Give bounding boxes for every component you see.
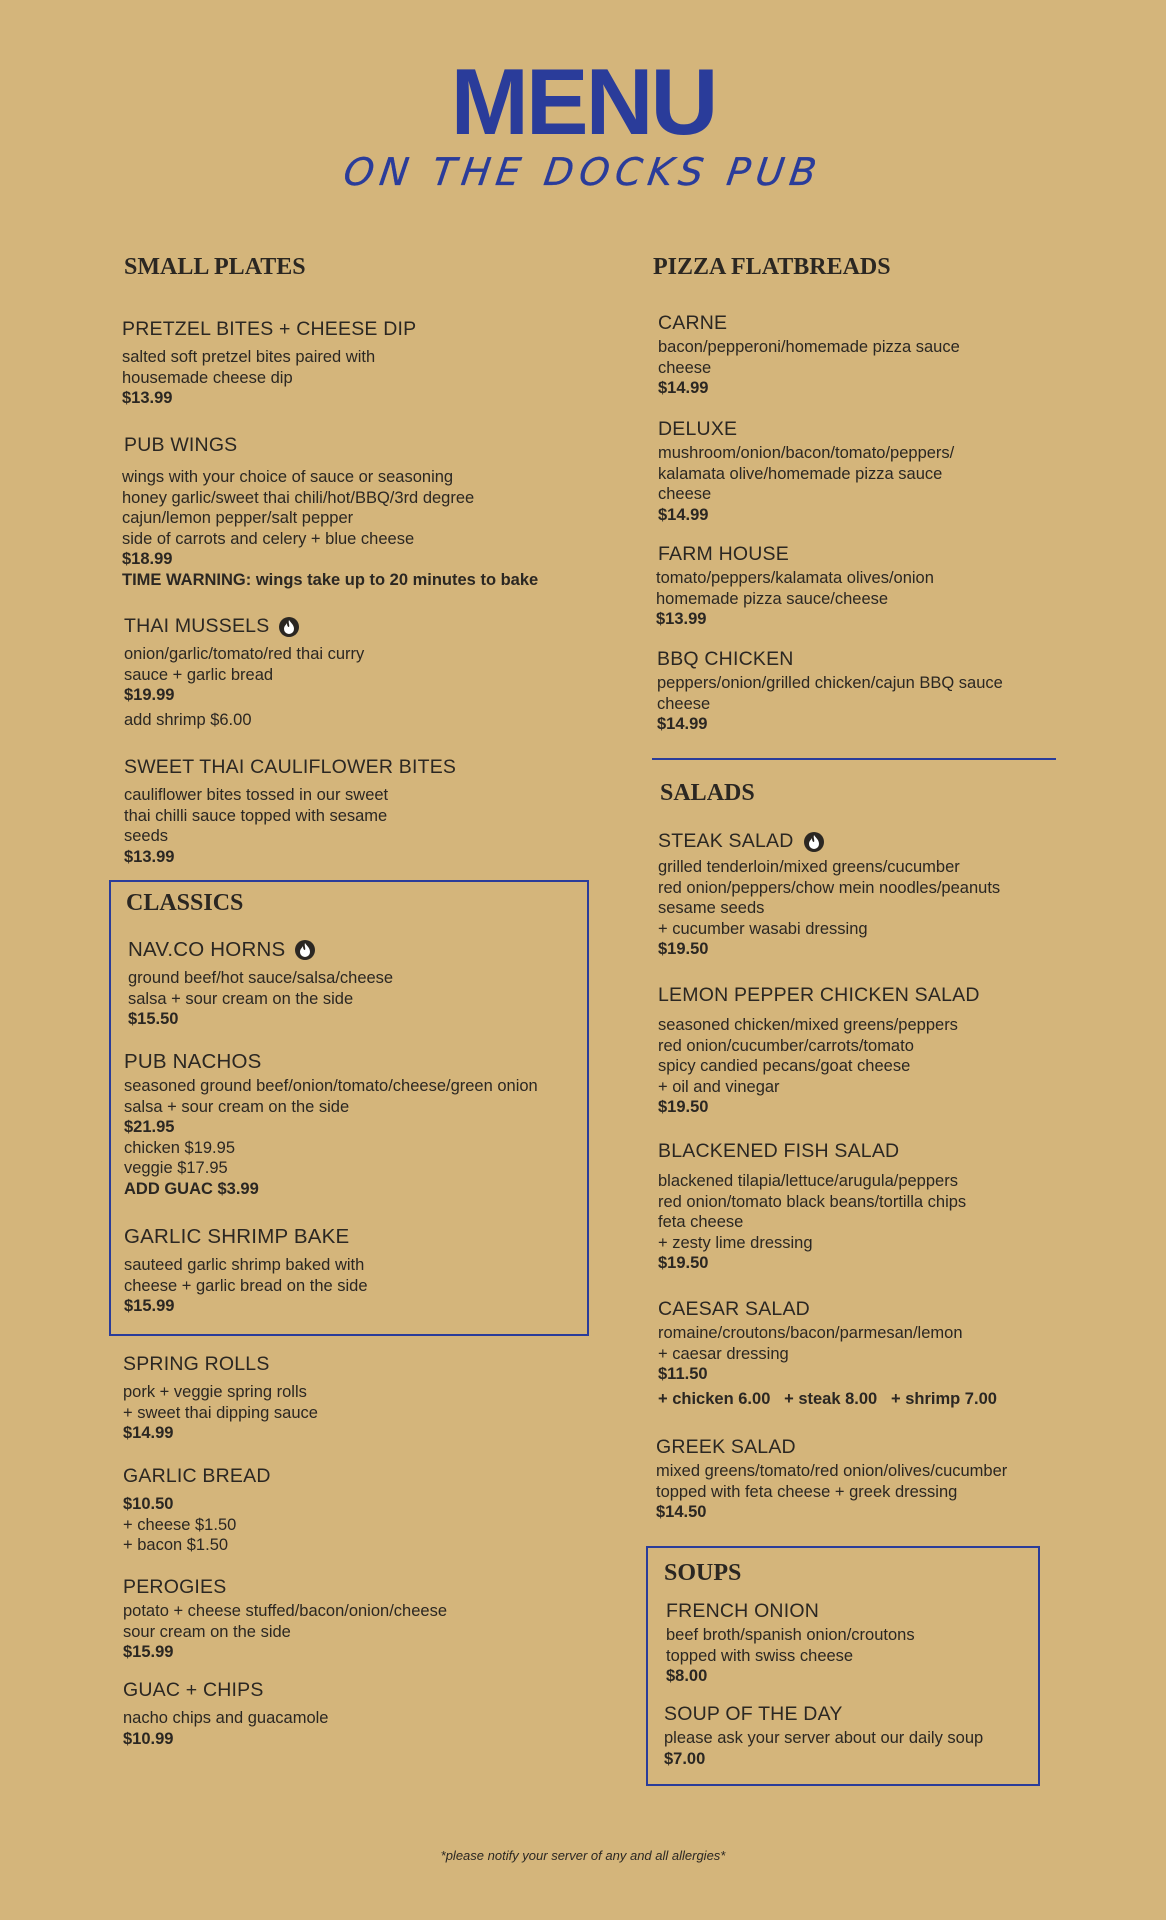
item-desc: honey garlic/sweet thai chili/hot/BBQ/3rd degree: [122, 488, 475, 507]
pub-name: ON THE DOCKS PUB: [340, 150, 826, 194]
item-desc: + caesar dressing: [658, 1344, 789, 1363]
item-desc: bacon/pepperoni/homemade pizza sauce: [658, 338, 960, 356]
item-price: $19.50: [658, 1254, 709, 1272]
item-name: SOUP OF THE DAY: [664, 1703, 843, 1725]
item-price: $14.99: [657, 715, 708, 733]
menu-item-shrimp-bake: [124, 1225, 368, 1317]
item-extra: + cheese $1.50: [123, 1515, 237, 1534]
item-desc: seeds: [124, 827, 169, 845]
item-extra: veggie $17.95: [124, 1159, 228, 1177]
item-desc: wings with your choice of sauce or seasoning: [122, 468, 454, 486]
item-desc: salsa + sour cream on the side: [124, 1097, 350, 1116]
item-addon: ADD GUAC $3.99: [124, 1179, 259, 1198]
item-price: $7.00: [664, 1749, 706, 1768]
fire-icon: [295, 940, 315, 960]
item-desc: thai chilli sauce topped with sesame: [124, 806, 388, 825]
item-name: PEROGIES: [123, 1576, 227, 1598]
item-desc: grilled tenderloin/mixed greens/cucumber: [658, 858, 960, 876]
menu-item-horns: [128, 938, 393, 1030]
item-desc: spicy candied pecans/goat cheese: [658, 1057, 911, 1075]
item-desc: seasoned ground beef/onion/tomato/cheese/green onion: [124, 1077, 538, 1095]
menu-item-spring-rolls: [123, 1353, 318, 1444]
item-name: GUAC + CHIPS: [123, 1679, 264, 1701]
item-price: $15.50: [128, 1010, 179, 1028]
item-name: BBQ CHICKEN: [657, 648, 794, 670]
item-price: $21.95: [124, 1118, 175, 1136]
item-desc: nacho chips and guacamole: [123, 1709, 329, 1727]
item-desc: potato + cheese stuffed/bacon/onion/cheese: [123, 1602, 447, 1620]
section-salads: SALADS: [660, 780, 755, 806]
menu-item-bbq-chicken: [657, 648, 1003, 735]
item-note: TIME WARNING: wings take up to 20 minutes to bake: [122, 570, 539, 589]
fire-icon: [804, 832, 824, 852]
item-desc: cheese: [657, 694, 711, 713]
item-desc: mixed greens/tomato/red onion/olives/cucumber: [656, 1462, 1008, 1480]
item-price: $14.99: [658, 505, 709, 524]
item-desc: housemade cheese dip: [122, 368, 293, 387]
item-price: $10.50: [123, 1495, 174, 1513]
menu-item-caesar: [658, 1298, 997, 1409]
item-addons: + chicken 6.00 + steak 8.00 + shrimp 7.00: [658, 1389, 997, 1408]
item-name: CAESAR SALAD: [658, 1298, 810, 1320]
item-desc: red onion/cucumber/carrots/tomato: [658, 1036, 914, 1055]
item-name: NAV.CO HORNS: [128, 938, 286, 961]
item-name: GARLIC BREAD: [123, 1465, 271, 1487]
item-name: PRETZEL BITES + CHEESE DIP: [122, 318, 417, 340]
menu-item-french-onion: [666, 1600, 915, 1687]
menu-item-soup-of-the-day: [664, 1703, 983, 1769]
item-desc: kalamata olive/homemade pizza sauce: [658, 464, 943, 483]
item-name: GARLIC SHRIMP BAKE: [124, 1225, 350, 1248]
item-name: FRENCH ONION: [666, 1600, 819, 1622]
item-desc: pork + veggie spring rolls: [123, 1383, 307, 1401]
item-desc: cajun/lemon pepper/salt pepper: [122, 509, 354, 527]
menu-item-steak-salad: [658, 830, 1000, 960]
menu-item-nachos: [124, 1050, 538, 1199]
item-desc: romaine/croutons/bacon/parmesan/lemon: [658, 1324, 963, 1342]
item-desc: sesame seeds: [658, 899, 765, 917]
item-desc: ground beef/hot sauce/salsa/cheese: [128, 969, 394, 987]
item-desc: + zesty lime dressing: [658, 1233, 813, 1252]
item-name: PUB NACHOS: [124, 1050, 262, 1073]
item-price: $18.99: [122, 550, 173, 568]
item-desc: sauteed garlic shrimp baked with: [124, 1256, 365, 1274]
item-price: $19.50: [658, 940, 709, 958]
item-price: $14.50: [656, 1503, 707, 1521]
item-price: $10.99: [123, 1729, 174, 1748]
section-divider: [652, 758, 1056, 760]
item-name: SWEET THAI CAULIFLOWER BITES: [124, 756, 457, 778]
item-desc: tomato/peppers/kalamata olives/onion: [656, 569, 934, 587]
item-desc: peppers/onion/grilled chicken/cajun BBQ sauce: [657, 674, 1003, 692]
item-name: LEMON PEPPER CHICKEN SALAD: [658, 984, 980, 1006]
fire-icon: [279, 617, 299, 637]
section-classics: CLASSICS: [126, 890, 244, 916]
menu-item-lemon-salad: [658, 984, 980, 1118]
item-extra: + bacon $1.50: [123, 1536, 229, 1554]
menu-item-cauliflower: [124, 756, 456, 867]
item-desc: side of carrots and celery + blue cheese: [122, 529, 415, 548]
menu-item-garlic-bread: [123, 1465, 271, 1556]
item-desc: red onion/tomato black beans/tortilla chips: [658, 1192, 967, 1211]
item-desc: cheese: [658, 358, 712, 377]
item-desc: please ask your server about our daily soup: [664, 1729, 984, 1747]
menu-item-farm-house: [656, 543, 934, 630]
item-price: $14.99: [658, 379, 709, 397]
section-small-plates: SMALL PLATES: [124, 254, 306, 280]
item-desc: cheese: [658, 485, 712, 503]
menu-item-guac-chips: [123, 1679, 328, 1749]
item-price: $8.00: [666, 1667, 708, 1685]
item-price: $13.99: [122, 389, 173, 407]
item-extra: add shrimp $6.00: [124, 710, 252, 729]
item-desc: + sweet thai dipping sauce: [123, 1403, 318, 1422]
item-desc: cauliflower bites tossed in our sweet: [124, 786, 389, 804]
item-desc: beef broth/spanish onion/croutons: [666, 1626, 915, 1644]
allergy-note: *please notify your server of any and all allergies*: [440, 1848, 726, 1863]
item-desc: salted soft pretzel bites paired with: [122, 348, 376, 366]
item-price: $14.99: [123, 1424, 174, 1442]
item-desc: mushroom/onion/bacon/tomato/peppers/: [658, 444, 955, 462]
menu-item-fish-salad: [658, 1140, 966, 1274]
item-name: GREEK SALAD: [656, 1436, 796, 1458]
item-price: $13.99: [656, 610, 707, 628]
section-soups: SOUPS: [664, 1560, 742, 1586]
menu-item-greek: [656, 1436, 1007, 1523]
item-desc: homemade pizza sauce/cheese: [656, 589, 889, 608]
item-price: $11.50: [658, 1365, 708, 1383]
menu-title: MENU: [450, 49, 716, 154]
item-desc: blackened tilapia/lettuce/arugula/peppers: [658, 1172, 958, 1190]
item-desc: sour cream on the side: [123, 1622, 291, 1641]
menu-item-carne: [658, 312, 960, 399]
item-price: $19.99: [124, 686, 175, 704]
item-name: THAI MUSSELS: [124, 615, 270, 637]
menu-item-deluxe: [658, 418, 954, 525]
section-pizza: PIZZA FLATBREADS: [653, 254, 891, 280]
item-extra: chicken $19.95: [124, 1138, 235, 1157]
item-desc: sauce + garlic bread: [124, 665, 274, 684]
item-price: $15.99: [124, 1297, 175, 1315]
item-name: BLACKENED FISH SALAD: [658, 1140, 900, 1162]
item-desc: feta cheese: [658, 1213, 744, 1231]
item-desc: + cucumber wasabi dressing: [658, 919, 868, 938]
item-desc: + oil and vinegar: [658, 1077, 780, 1096]
item-price: $13.99: [124, 847, 175, 866]
item-name: STEAK SALAD: [658, 830, 794, 852]
item-desc: salsa + sour cream on the side: [128, 989, 354, 1008]
item-name: FARM HOUSE: [658, 543, 789, 565]
item-name: PUB WINGS: [124, 434, 238, 456]
item-desc: red onion/peppers/chow mein noodles/peanuts: [658, 878, 1001, 897]
item-price: $15.99: [123, 1643, 174, 1661]
item-desc: topped with swiss cheese: [666, 1646, 854, 1665]
menu-item-pretzel: [122, 318, 416, 409]
item-name: DELUXE: [658, 418, 738, 440]
item-desc: topped with feta cheese + greek dressing: [656, 1482, 958, 1501]
menu-item-perogies: [123, 1576, 447, 1663]
item-name: SPRING ROLLS: [123, 1353, 270, 1375]
item-price: $19.50: [658, 1098, 709, 1116]
menu-item-wings: [122, 434, 538, 590]
menu-item-mussels: [124, 615, 364, 730]
item-name: CARNE: [658, 312, 728, 334]
item-desc: onion/garlic/tomato/red thai curry: [124, 645, 365, 663]
item-desc: cheese + garlic bread on the side: [124, 1276, 368, 1295]
item-desc: seasoned chicken/mixed greens/peppers: [658, 1016, 958, 1034]
